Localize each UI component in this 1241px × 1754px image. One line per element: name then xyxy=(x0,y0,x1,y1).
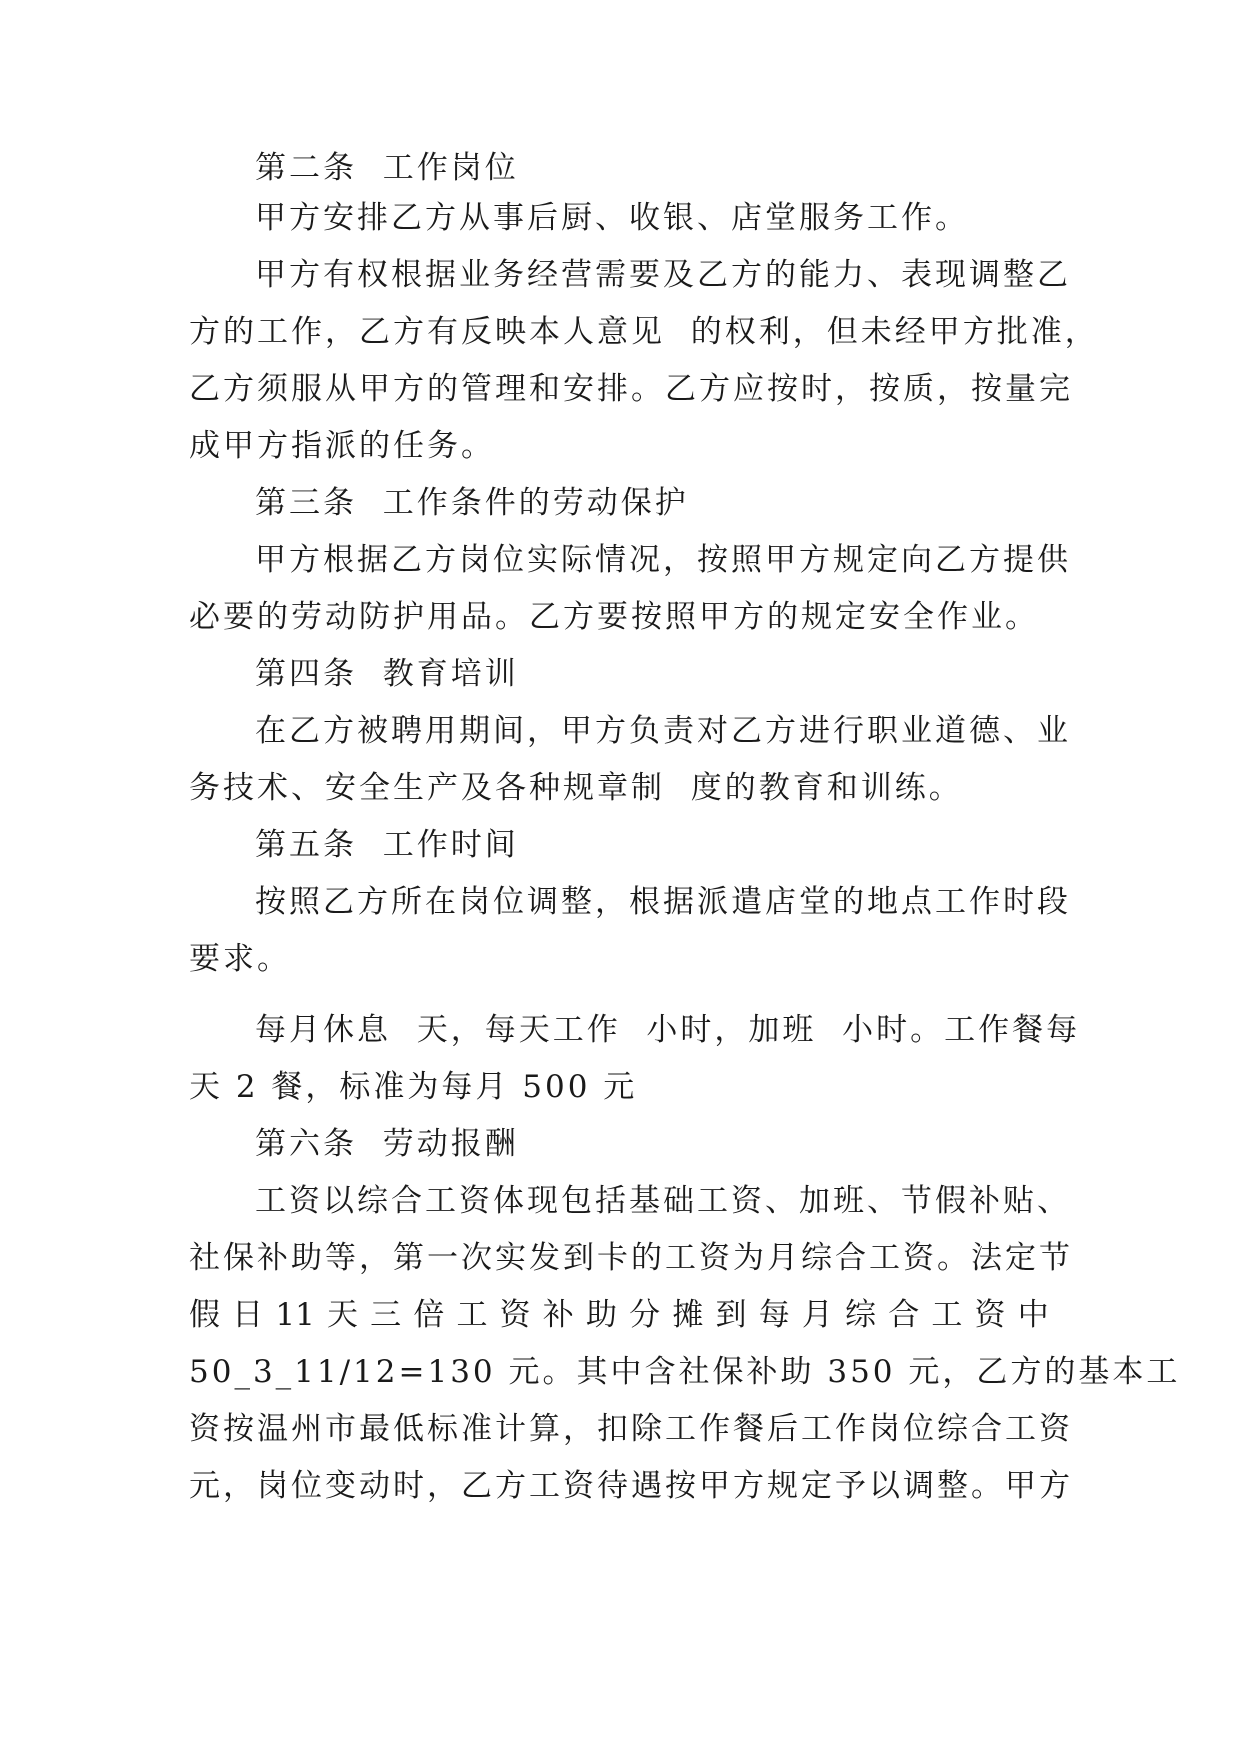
paragraph-line: 天 2 餐，标准为每月 500 元 xyxy=(189,1069,638,1105)
paragraph-line: 每月休息 天，每天工作 小时，加班 小时。工作餐每 xyxy=(255,1012,1081,1048)
paragraph-line: 在乙方被聘用期间，甲方负责对乙方进行职业道德、业 xyxy=(255,713,1071,749)
word: 假 xyxy=(189,1297,220,1333)
word: 资 xyxy=(974,1297,1006,1333)
paragraph-line: 乙方须服从甲方的管理和安排。乙方应按时，按质，按量完 xyxy=(189,371,1073,407)
paragraph-line: 甲方安排乙方从事后厨、收银、店堂服务工作。 xyxy=(255,200,969,236)
word: 三 xyxy=(370,1297,402,1333)
word: 摊 xyxy=(672,1297,704,1333)
word: 工 xyxy=(931,1297,963,1333)
paragraph-line: 资按温州市最低标准计算，扣除工作餐后工作岗位综合工资 xyxy=(189,1411,1073,1447)
paragraph-line: 甲方有权根据业务经营需要及乙方的能力、表现调整乙 xyxy=(255,257,1071,293)
word: 倍 xyxy=(413,1297,445,1333)
paragraph-line: 50_3_11/12=130 元。其中含社保补助 350 元，乙方的基本工 xyxy=(189,1354,1181,1390)
word: 资 xyxy=(499,1297,531,1333)
paragraph-line: 方的工作，乙方有反映本人意见 的权利，但未经甲方批准， xyxy=(189,314,1099,350)
paragraph-line: 甲方根据乙方岗位实际情况，按照甲方规定向乙方提供 xyxy=(255,542,1071,578)
paragraph-line: 工资以综合工资体现包括基础工资、加班、节假补贴、 xyxy=(255,1183,1071,1219)
paragraph-line: 要求。 xyxy=(189,941,291,977)
word: 月 xyxy=(801,1297,833,1333)
word: 工 xyxy=(456,1297,488,1333)
word: 综 xyxy=(845,1297,877,1333)
word: 助 xyxy=(586,1297,617,1333)
word: 每 xyxy=(758,1297,790,1333)
word: 合 xyxy=(888,1297,920,1333)
word: 11 xyxy=(275,1297,315,1333)
word: 分 xyxy=(629,1297,661,1333)
article-2-heading: 第二条 工作岗位 xyxy=(255,150,519,186)
article-4-heading: 第四条 教育培训 xyxy=(255,656,519,692)
paragraph-line: 元，岗位变动时，乙方工资待遇按甲方规定予以调整。甲方 xyxy=(189,1468,1073,1504)
article-6-heading: 第六条 劳动报酬 xyxy=(255,1126,519,1162)
paragraph-line: 必要的劳动防护用品。乙方要按照甲方的规定安全作业。 xyxy=(189,599,1039,635)
paragraph-line: 社保补助等，第一次实发到卡的工资为月综合工资。法定节 xyxy=(189,1240,1073,1276)
word: 补 xyxy=(542,1297,574,1333)
article-3-heading: 第三条 工作条件的劳动保护 xyxy=(255,485,689,521)
justified-paragraph-line xyxy=(189,1295,1049,1335)
word: 中 xyxy=(1017,1297,1049,1333)
word: 日 xyxy=(232,1297,264,1333)
paragraph-line: 成甲方指派的任务。 xyxy=(189,428,495,464)
word: 到 xyxy=(715,1297,747,1333)
paragraph-line: 务技术、安全生产及各种规章制 度的教育和训练。 xyxy=(189,770,963,806)
paragraph-line: 按照乙方所在岗位调整，根据派遣店堂的地点工作时段 xyxy=(255,884,1071,920)
article-5-heading: 第五条 工作时间 xyxy=(255,827,519,863)
word: 天 xyxy=(326,1297,358,1333)
